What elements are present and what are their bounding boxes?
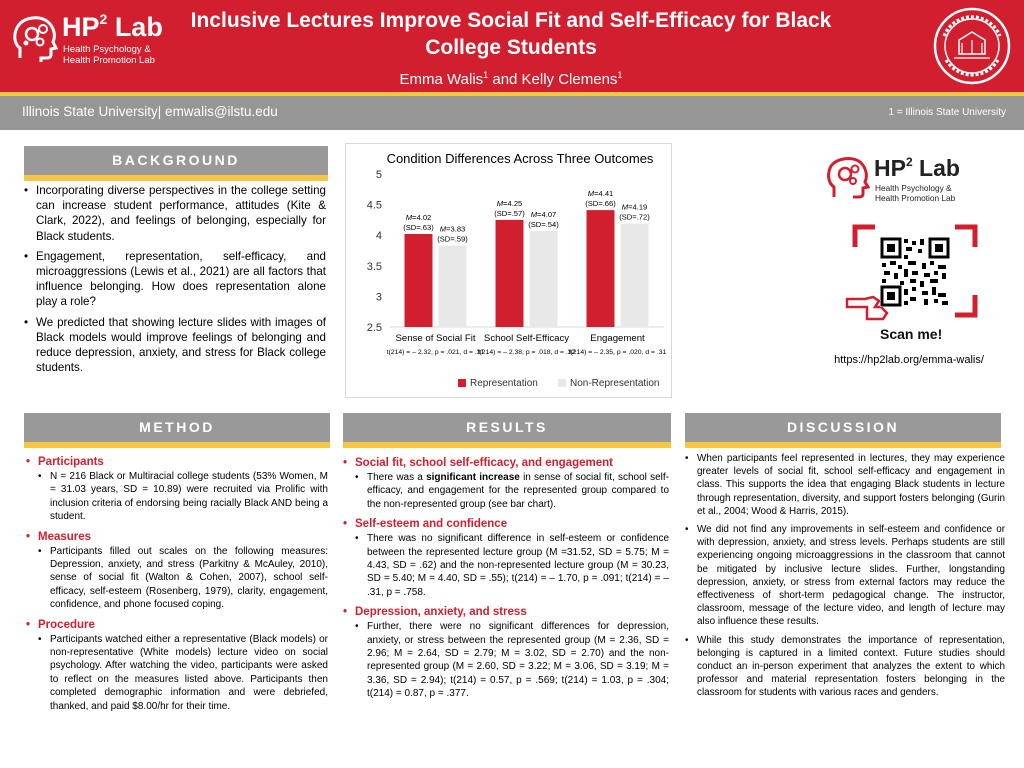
discussion-bullet: • We did not find any improvements in self-esteem and confidence or with depression, anxiety, and stress levels. Perhaps students are still experiencing ongoing microaggressions in the classroom that cannot be mitigated by inclusive lecture slides. Further, longstanding depression, anxiety, or stress from external factors may reduce the effectiveness of short-term pedagogical change. The instructor, classroom, message of the lecture video, and length of lecture may also influence these results. [685,523,1005,629]
results-heading: RESULTS [343,413,671,442]
discussion-bullet: • While this study demonstrates the importance of representation, belonging is captured in a limited context. Future studies should conduct an in-person experiment that analyzes the extent to which professor and material representation fosters belonging in the classroom for students with various races and genders. [685,634,1005,700]
hp2-lab-logo [12,12,167,70]
logo-subtitle: Health Psychology & Health Promotion Lab [63,44,155,66]
method-participants-text: • N = 216 Black or Multiracial college students (53% Women, M = 31.03 years, SD = 10.89) were recruited via Prolific with inclusion criteria of endorsing being racially Black AND being a student. [38,470,328,524]
background-list [24,183,326,380]
background-bullet: • We predicted that showing lecture slides with images of Black models would improve feelings of belonging and reduce depression, anxiety, and stress for Black college students. [24,315,326,376]
results-r1-text: • There was a significant increase in sense of social fit, school self-efficacy, and engagement for the represented group compared to the non-represented group (see bar chart). [355,471,669,511]
scan-me-label: Scan me! [880,326,943,342]
discussion-heading: DISCUSSION [685,413,1001,442]
background-bullet: • Engagement, representation, self-efficacy, and microaggressions (Lewis et al., 2021) are all factors that influence belonging. How does representation alone play a role? [24,249,326,310]
chart-title: Condition Differences Across Three Outcomes [386,151,654,166]
affiliation-bar [0,96,1024,130]
discussion-heading-rule [685,442,1001,448]
results-subheading: • Social fit, school self-efficacy, and engagement [343,456,669,471]
method-subheading: • Procedure [26,618,328,633]
results-subheading: • Depression, anxiety, and stress [343,605,669,620]
discussion-list [685,452,1005,705]
hp2-lab-logo-secondary [826,155,976,205]
y-tick-label: 4.5 [366,199,382,212]
x-tick-label: School Self-Efficacy [483,333,570,344]
data-label-sd: (SD=.66) [585,199,616,209]
background-bullet: • Incorporating diverse perspectives in the college setting can increase student performance, attitudes (Kite & Clark, 2022), and feelings of belonging, especially for Black students. [24,183,326,244]
bar-chart-svg [346,144,673,399]
stat-label: t(214) = – 2.38, p = .018, d = .32 [477,349,576,356]
results-r3-text: • Further, there were no significant differences for depression, anxiety, or stress between the represented group (M = 2.36, SD = 2.96; M = 2.64, SD = 2.79; M = 3.02, SD = 2.70) and the non-represented group (M = 2.60, SD = 3.22; M = 3.06, SD = 3.19; M = 3.36, SD = 2.94); t(214) = 0.57, p = .569; t(214) = 1.03, p = .304; t(214) = 0.87, p = .377. [355,620,669,700]
y-tick-label: 4 [375,230,382,243]
head-gears-icon [826,155,870,201]
data-label-sd: (SD=.54) [528,219,559,229]
results-body [343,456,669,707]
university-seal-icon [932,6,1012,86]
bar-non-representation [439,246,467,327]
logo-subtitle: Health Psychology & Health Promotion Lab [875,183,956,203]
x-tick-label: Sense of Social Fit [395,333,476,344]
background-heading: BACKGROUND [24,146,328,175]
data-label-sd: (SD=.57) [494,208,525,218]
method-measures-text: • Participants filled out scales on the following measures: Depression, anxiety, and stress (Parkitny & McAuley, 2010), sense of social fit (Walton & Cohen, 2007), school self-efficacy, self-esteem (Rosenberg, 1979), clarity, engagement, confidence, and phone focused coping. [38,545,328,612]
head-gears-icon [12,14,58,64]
method-heading: METHOD [24,413,330,442]
data-label-sd: (SD=.63) [403,222,434,232]
bar-representation [587,210,615,327]
background-heading-rule [24,175,328,181]
data-label-sd: (SD=.72) [619,212,650,222]
data-label: M=4.41 [587,189,614,199]
discussion-bullet: • When participants feel represented in lectures, they may experience greater levels of social fit, school self-efficacy and engagement in class. This supports the idea that engaging Black students in lecture through representation, diversity, and support fosters belonging (Gurin et al., 2004; Wood & Harris, 2015). [685,452,1005,518]
affiliation-text: Illinois State University| emwalis@ilstu.edu [22,104,278,119]
legend-swatch [558,379,566,387]
results-subheading: • Self-esteem and confidence [343,517,669,532]
y-tick-label: 3.5 [366,260,382,273]
poster-authors: Emma Walis$^1$ and Kelly Clemens$^1$ [399,70,623,88]
data-label: M=3.83 [439,224,466,234]
data-label: M=4.19 [621,202,648,212]
bar-non-representation [530,231,558,327]
bar-chart [345,143,672,398]
legend-label: Non-Representation [570,378,660,389]
method-body [26,455,328,719]
lab-url[interactable]: https://hp2lab.org/emma-walis/ [834,354,984,366]
method-subheading: • Participants [26,455,328,470]
bar-non-representation [621,224,649,327]
stat-label: t(214) = – 2.32, p = .021, d = .31 [386,349,485,356]
data-label-sd: (SD=.59) [437,234,468,244]
method-procedure-text: • Participants watched either a representative (Black models) or non-representative (White models) lecture video on social psychology. After watching the video, participants were asked to reflect on the measures listed above. Participants then completed demographic information and were debriefed, thanked, and paid $8.00/hr for their time. [38,633,328,713]
legend-swatch [458,379,466,387]
poster-title: Inclusive Lectures Improve Social Fit and Self-Efficacy for Black College Students [190,9,832,59]
qr-frame [843,207,993,342]
data-label: M=4.07 [530,209,557,219]
y-tick-label: 2.5 [366,322,382,334]
legend-label: Representation [470,378,538,389]
results-heading-rule [343,442,671,448]
data-label: M=4.02 [405,212,432,222]
bar-representation [405,234,433,327]
results-r2-text: • There was no significant difference in self-esteem or confidence between the represented lecture group (M =31.52, SD = 5.75; M = 4.43, SD = .62) and the non-represented lecture group (M = 30.23, SD = 5.40; M = 4.40, SD = .55); t(214) = – 1.70, p = .091; t(214) = – .31, p = .758. [355,532,669,599]
method-subheading: • Measures [26,530,328,545]
logo-title: $HP^2$ Lab [62,11,163,42]
x-tick-label: Engagement [590,333,645,344]
y-tick-label: 5 [375,169,382,181]
bar-representation [496,220,524,327]
qr-code [880,237,950,307]
poster-header [0,0,1024,92]
method-heading-rule [24,442,330,448]
logo-title: $HP^2$ Lab [874,155,960,181]
data-label: M=4.25 [496,198,523,208]
y-tick-label: 3 [375,291,382,304]
stat-label: t(214) = – 2.35, p = .020, d = .31 [568,349,667,356]
affiliation-footnote: 1 = Illinois State University [888,107,1006,118]
